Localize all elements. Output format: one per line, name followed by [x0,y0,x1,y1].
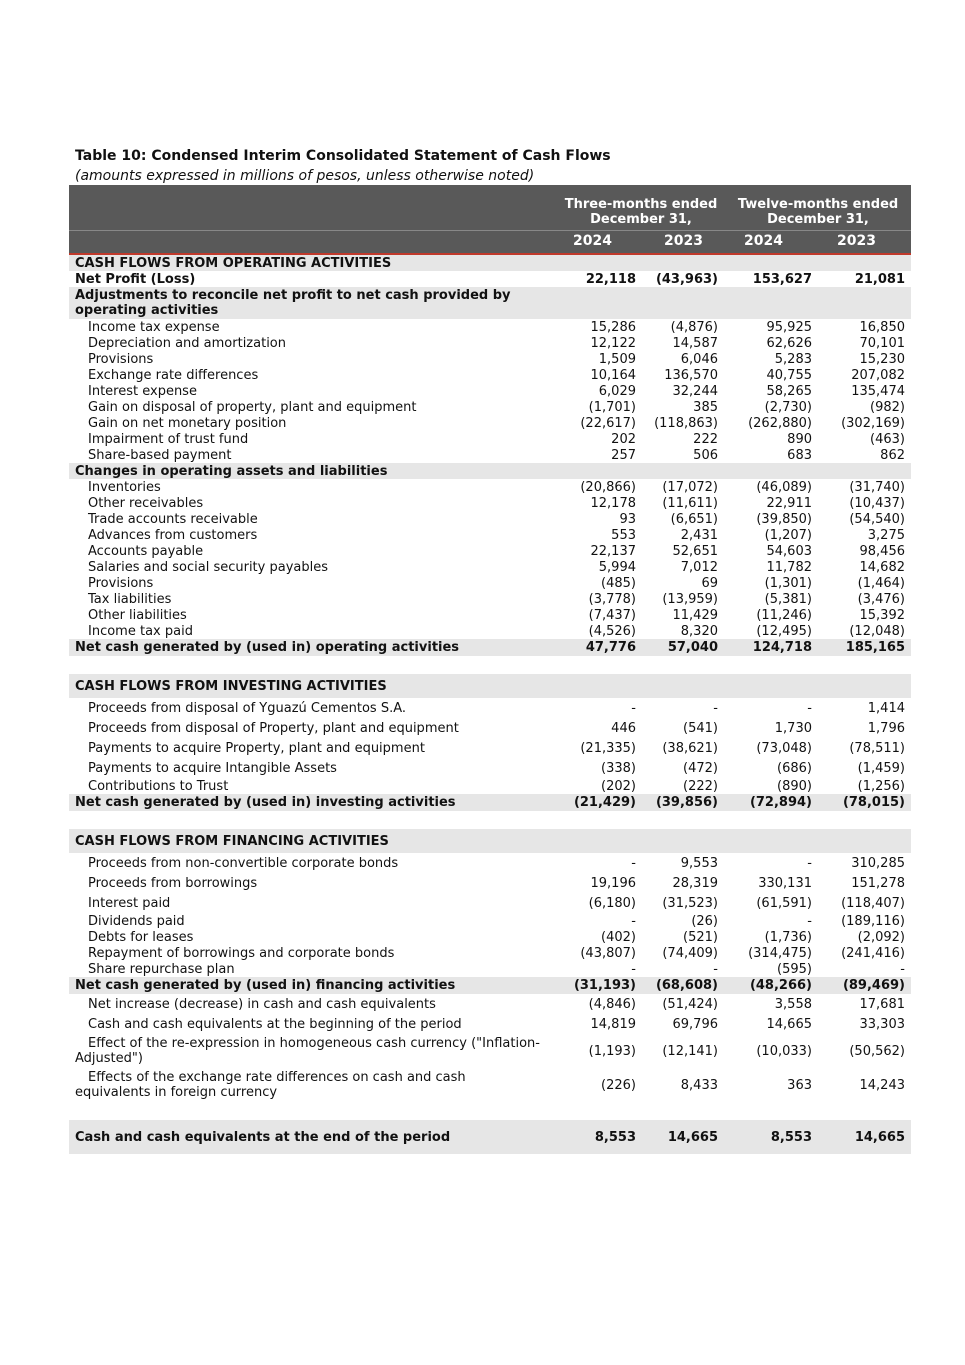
row-label: CASH FLOWS FROM FINANCING ACTIVITIES [75,834,389,849]
value-cell: - [900,962,905,977]
value-cell: (13,959) [662,592,718,607]
value-cell: 70,101 [859,336,905,351]
value-cell: 98,456 [859,544,905,559]
value-cell: 33,303 [859,1017,905,1032]
spacer-row [69,811,911,829]
value-cell: 553 [611,528,636,543]
value-cell: (4,846) [588,997,636,1012]
value-cell: 8,553 [770,1130,812,1145]
value-cell: 57,040 [667,640,718,655]
row-label: Other liabilities [88,608,187,623]
value-cell: 69 [701,576,718,591]
value-cell: - [807,856,812,871]
total-row [69,1120,911,1154]
row-label: Interest expense [88,384,197,399]
table-row [69,994,911,1014]
value-cell: (43,963) [655,272,718,287]
value-cell: 14,665 [854,1130,905,1145]
table-row [69,778,911,794]
row-label: Net Profit (Loss) [75,272,196,287]
value-cell: 363 [787,1078,812,1093]
value-cell: 330,131 [758,876,812,891]
value-cell: 8,553 [594,1130,636,1145]
row-label: Trade accounts receivable [88,512,258,527]
value-cell: 17,681 [859,997,905,1012]
value-cell: 135,474 [851,384,905,399]
value-cell: 95,925 [766,320,812,335]
value-cell: 58,265 [766,384,812,399]
value-cell: 8,320 [680,624,718,639]
value-cell: 136,570 [664,368,718,383]
row-label: Share repurchase plan [88,962,235,977]
row-label: Net cash generated by (used in) investing activities [75,795,456,810]
total-row [69,794,911,811]
value-cell: (1,464) [857,576,905,591]
table-header [69,185,911,255]
value-cell: 40,755 [766,368,812,383]
row-label: Net increase (decrease) in cash and cash equivalents [88,997,436,1012]
value-cell: (31,740) [849,480,905,495]
table-row [69,543,911,559]
value-cell: 2,431 [680,528,718,543]
value-cell: 52,651 [672,544,718,559]
value-cell: 47,776 [585,640,636,655]
table-body [69,255,911,1154]
value-cell: 153,627 [752,272,812,287]
value-cell: (118,863) [654,416,718,431]
value-cell: 3,558 [774,997,812,1012]
table-row [69,1068,911,1102]
value-cell: (1,701) [588,400,636,415]
value-cell: (68,608) [655,978,718,993]
value-cell: 22,911 [766,496,812,511]
value-cell: 22,137 [590,544,636,559]
value-cell: 54,603 [766,544,812,559]
three-months-header: Three-months ended December 31, [564,197,718,227]
value-cell: (1,301) [764,576,812,591]
value-cell: (4,526) [588,624,636,639]
value-cell: 12,178 [590,496,636,511]
table-row [69,913,911,929]
year-col-2: 2023 [664,233,703,249]
value-cell: (314,475) [748,946,812,961]
table-row [69,698,911,718]
value-cell: 862 [880,448,905,463]
row-label: Income tax paid [88,624,193,639]
table-row [69,873,911,893]
value-cell: (1,736) [764,930,812,945]
row-label: Provisions [88,352,154,367]
table-row [69,929,911,945]
value-cell: (6,180) [588,896,636,911]
row-label: Exchange rate differences [88,368,259,383]
value-cell: 185,165 [845,640,905,655]
table-row [69,495,911,511]
table-row [69,383,911,399]
value-cell: 11,429 [672,608,718,623]
value-cell: 5,994 [598,560,636,575]
value-cell: (73,048) [756,741,812,756]
value-cell: 10,164 [590,368,636,383]
value-cell: (12,048) [849,624,905,639]
row-label: Proceeds from non-convertible corporate bonds [88,856,399,871]
value-cell: (463) [870,432,905,447]
value-cell: 14,243 [859,1078,905,1093]
value-cell: 124,718 [752,640,812,655]
value-cell: (3,778) [588,592,636,607]
table-row [69,559,911,575]
value-cell: (521) [683,930,718,945]
row-label: Depreciation and amortization [88,336,286,351]
value-cell: (118,407) [841,896,905,911]
table-row [69,367,911,383]
value-cell: 3,275 [867,528,905,543]
value-cell: 14,665 [766,1017,812,1032]
table-row [69,575,911,591]
value-cell: (20,866) [580,480,636,495]
value-cell: - [631,856,636,871]
row-label: Net cash generated by (used in) operating activities [75,640,460,655]
row-label: Adjustments to reconcile net profit to net cash provided by operating activities [75,288,511,318]
value-cell: (39,856) [655,795,718,810]
value-cell: - [807,701,812,716]
value-cell: (7,437) [588,608,636,623]
table-row [69,1014,911,1034]
spacer-row [69,1102,911,1120]
row-label: CASH FLOWS FROM INVESTING ACTIVITIES [75,679,387,694]
year-header-row [69,230,911,255]
value-cell: (31,193) [573,978,636,993]
section-header-row [69,463,911,479]
table-title: Table 10: Condensed Interim Consolidated Statement of Cash Flows [75,148,611,164]
value-cell: (10,033) [756,1044,812,1059]
value-cell: (12,495) [756,624,812,639]
value-cell: 446 [611,721,636,736]
table-row [69,738,911,758]
value-cell: - [807,914,812,929]
value-cell: 506 [693,448,718,463]
value-cell: (4,876) [670,320,718,335]
value-cell: (2,092) [857,930,905,945]
value-cell: - [631,962,636,977]
value-cell: (48,266) [749,978,812,993]
value-cell: (485) [601,576,636,591]
value-cell: (595) [777,962,812,977]
value-cell: 15,392 [859,608,905,623]
table-row [69,1034,911,1068]
value-cell: (61,591) [756,896,812,911]
value-cell: (1,207) [764,528,812,543]
value-cell: 19,196 [590,876,636,891]
table-row [69,527,911,543]
value-cell: (46,089) [756,480,812,495]
value-cell: (21,429) [573,795,636,810]
value-cell: (189,116) [841,914,905,929]
value-cell: (541) [683,721,718,736]
total-row [69,977,911,994]
row-label: Advances from customers [88,528,258,543]
value-cell: 93 [619,512,636,527]
value-cell: 151,278 [851,876,905,891]
value-cell: (12,141) [662,1044,718,1059]
table-row [69,447,911,463]
value-cell: (5,381) [764,592,812,607]
table-row [69,511,911,527]
value-cell: (78,511) [849,741,905,756]
value-cell: 202 [611,432,636,447]
value-cell: (222) [683,779,718,794]
row-label: Salaries and social security payables [88,560,328,575]
value-cell: (226) [601,1078,636,1093]
value-cell: 890 [787,432,812,447]
section-header-row [69,829,911,853]
value-cell: (21,335) [580,741,636,756]
twelve-months-header: Twelve-months ended December 31, [737,197,899,227]
value-cell: 7,012 [680,560,718,575]
value-cell: (11,611) [662,496,718,511]
value-cell: 6,029 [598,384,636,399]
row-label: Proceeds from disposal of Property, plant and equipment [88,721,459,736]
section-header-row [69,255,911,271]
table-row [69,479,911,495]
row-label: Changes in operating assets and liabilities [75,464,388,479]
value-cell: 385 [693,400,718,415]
value-cell: (17,072) [662,480,718,495]
value-cell: - [631,914,636,929]
table-subtitle: (amounts expressed in millions of pesos, unless otherwise noted) [75,168,535,184]
value-cell: (50,562) [849,1044,905,1059]
value-cell: 14,819 [590,1017,636,1032]
row-label: Payments to acquire Property, plant and equipment [88,741,425,756]
value-cell: (3,476) [857,592,905,607]
value-cell: 62,626 [766,336,812,351]
value-cell: (2,730) [764,400,812,415]
spacer-row [69,656,911,674]
table-row [69,399,911,415]
table-row [69,591,911,607]
row-label: Effect of the re-expression in homogeneous cash currency ("Inflation-Adjusted") [75,1036,540,1066]
year-col-3: 2024 [744,233,783,249]
table-row [69,351,911,367]
value-cell: (890) [777,779,812,794]
cash-flow-table [69,146,911,1154]
year-col-4: 2023 [837,233,876,249]
value-cell: 14,665 [667,1130,718,1145]
value-cell: 22,118 [585,272,636,287]
value-cell: (11,246) [756,608,812,623]
row-label: Repayment of borrowings and corporate bonds [88,946,395,961]
table-row [69,758,911,778]
table-row [69,335,911,351]
table-row [69,319,911,335]
value-cell: (302,169) [841,416,905,431]
row-label: Impairment of trust fund [88,432,249,447]
table-row [69,431,911,447]
row-label: CASH FLOWS FROM OPERATING ACTIVITIES [75,256,392,271]
row-label: Effects of the exchange rate differences on cash and cash equivalents in foreign currency [75,1070,466,1100]
value-cell: - [713,962,718,977]
row-label: Accounts payable [88,544,204,559]
value-cell: (241,416) [841,946,905,961]
table-row [69,961,911,977]
value-cell: 5,283 [774,352,812,367]
value-cell: 6,046 [680,352,718,367]
row-label: Payments to acquire Intangible Assets [88,761,337,776]
value-cell: 15,230 [859,352,905,367]
value-cell: (31,523) [662,896,718,911]
value-cell: (54,540) [849,512,905,527]
value-cell: (262,880) [748,416,812,431]
table-row [69,893,911,913]
value-cell: 15,286 [590,320,636,335]
value-cell: (1,459) [857,761,905,776]
row-label: Gain on net monetary position [88,416,287,431]
table-row [69,718,911,738]
value-cell: 1,414 [867,701,905,716]
year-col-1: 2024 [573,233,612,249]
value-cell: (39,850) [756,512,812,527]
row-label: Gain on disposal of property, plant and equipment [88,400,417,415]
value-cell: 14,587 [672,336,718,351]
value-cell: (202) [601,779,636,794]
row-label: Tax liabilities [88,592,172,607]
row-label: Inventories [88,480,161,495]
value-cell: 12,122 [590,336,636,351]
value-cell: 16,850 [859,320,905,335]
section-header-row [69,674,911,698]
value-cell: (6,651) [670,512,718,527]
value-cell: (10,437) [849,496,905,511]
value-cell: 14,682 [859,560,905,575]
value-cell: (51,424) [662,997,718,1012]
total-row [69,639,911,656]
value-cell: (472) [683,761,718,776]
value-cell: (1,256) [857,779,905,794]
row-label: Cash and cash equivalents at the end of the period [75,1130,451,1145]
value-cell: 683 [787,448,812,463]
value-cell: (26) [691,914,718,929]
value-cell: 11,782 [766,560,812,575]
value-cell: (38,621) [662,741,718,756]
row-label: Dividends paid [88,914,185,929]
row-label: Income tax expense [88,320,220,335]
value-cell: - [631,701,636,716]
row-label: Share-based payment [88,448,232,463]
value-cell: (982) [870,400,905,415]
table-row [69,415,911,431]
value-cell: 1,730 [774,721,812,736]
value-cell: 21,081 [854,272,905,287]
row-label: Proceeds from disposal of Yguazú Cementos S.A. [88,701,407,716]
value-cell: 32,244 [672,384,718,399]
row-label: Contributions to Trust [88,779,229,794]
table-row [69,945,911,961]
row-label: Other receivables [88,496,204,511]
row-label: Interest paid [88,896,171,911]
row-label: Debts for leases [88,930,194,945]
table-row [69,607,911,623]
value-cell: 1,509 [598,352,636,367]
row-label: Net cash generated by (used in) financing activities [75,978,456,993]
table-row [69,853,911,873]
table-row [69,271,911,287]
value-cell: - [713,701,718,716]
value-cell: (22,617) [580,416,636,431]
row-label: Cash and cash equivalents at the beginning of the period [88,1017,462,1032]
value-cell: (338) [601,761,636,776]
value-cell: (89,469) [842,978,905,993]
value-cell: 207,082 [851,368,905,383]
value-cell: (74,409) [662,946,718,961]
row-label: Provisions [88,576,154,591]
value-cell: 8,433 [680,1078,718,1093]
value-cell: 222 [693,432,718,447]
value-cell: (402) [601,930,636,945]
section-header-row [69,287,911,319]
value-cell: 69,796 [672,1017,718,1032]
value-cell: (78,015) [842,795,905,810]
value-cell: (43,807) [580,946,636,961]
value-cell: 28,319 [672,876,718,891]
value-cell: (1,193) [588,1044,636,1059]
value-cell: 9,553 [680,856,718,871]
row-label: Proceeds from borrowings [88,876,258,891]
table-row [69,623,911,639]
value-cell: (72,894) [749,795,812,810]
value-cell: 310,285 [851,856,905,871]
value-cell: (686) [777,761,812,776]
value-cell: 1,796 [867,721,905,736]
value-cell: 257 [611,448,636,463]
